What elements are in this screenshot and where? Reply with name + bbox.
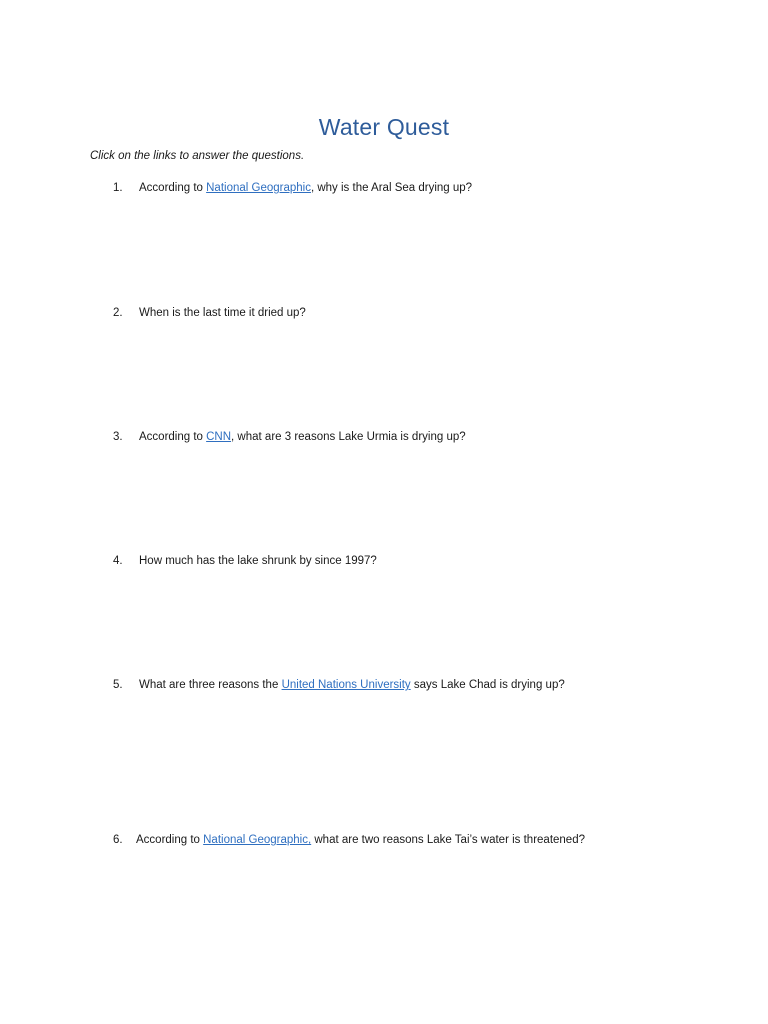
national-geographic-link-2[interactable]: National Geographic,: [203, 834, 312, 846]
question-5: [113, 679, 565, 691]
question-6: [113, 834, 585, 846]
question-text-before: According to: [139, 182, 207, 194]
question-2: [113, 307, 306, 319]
page-title: Water Quest: [318, 114, 450, 140]
question-text-after: , what are 3 reasons Lake Urmia is drying up?: [231, 431, 466, 443]
question-number: 2.: [113, 307, 123, 319]
question-text-before: What are three reasons the: [139, 679, 282, 691]
question-number: 3.: [113, 431, 123, 443]
question-text: How much has the lake shrunk by since 1997?: [139, 555, 377, 567]
question-1: [113, 182, 472, 194]
question-number: 1.: [113, 182, 123, 194]
question-text-after: what are two reasons Lake Tai’s water is threatened?: [311, 834, 585, 846]
instructions-text: Click on the links to answer the questions.: [90, 150, 305, 162]
question-number: 4.: [113, 555, 123, 567]
question-4: [113, 555, 377, 567]
question-text-after: says Lake Chad is drying up?: [410, 679, 565, 691]
question-3: [113, 431, 466, 443]
question-number: 6.: [113, 834, 123, 846]
cnn-link[interactable]: CNN: [206, 431, 232, 443]
question-text-before: According to: [139, 431, 207, 443]
question-text: When is the last time it dried up?: [139, 307, 306, 319]
united-nations-university-link[interactable]: United Nations University: [281, 679, 411, 691]
national-geographic-link[interactable]: National Geographic: [206, 182, 311, 194]
question-number: 5.: [113, 679, 123, 691]
question-text-after: , why is the Aral Sea drying up?: [310, 182, 473, 194]
question-text-before: According to: [136, 834, 204, 846]
